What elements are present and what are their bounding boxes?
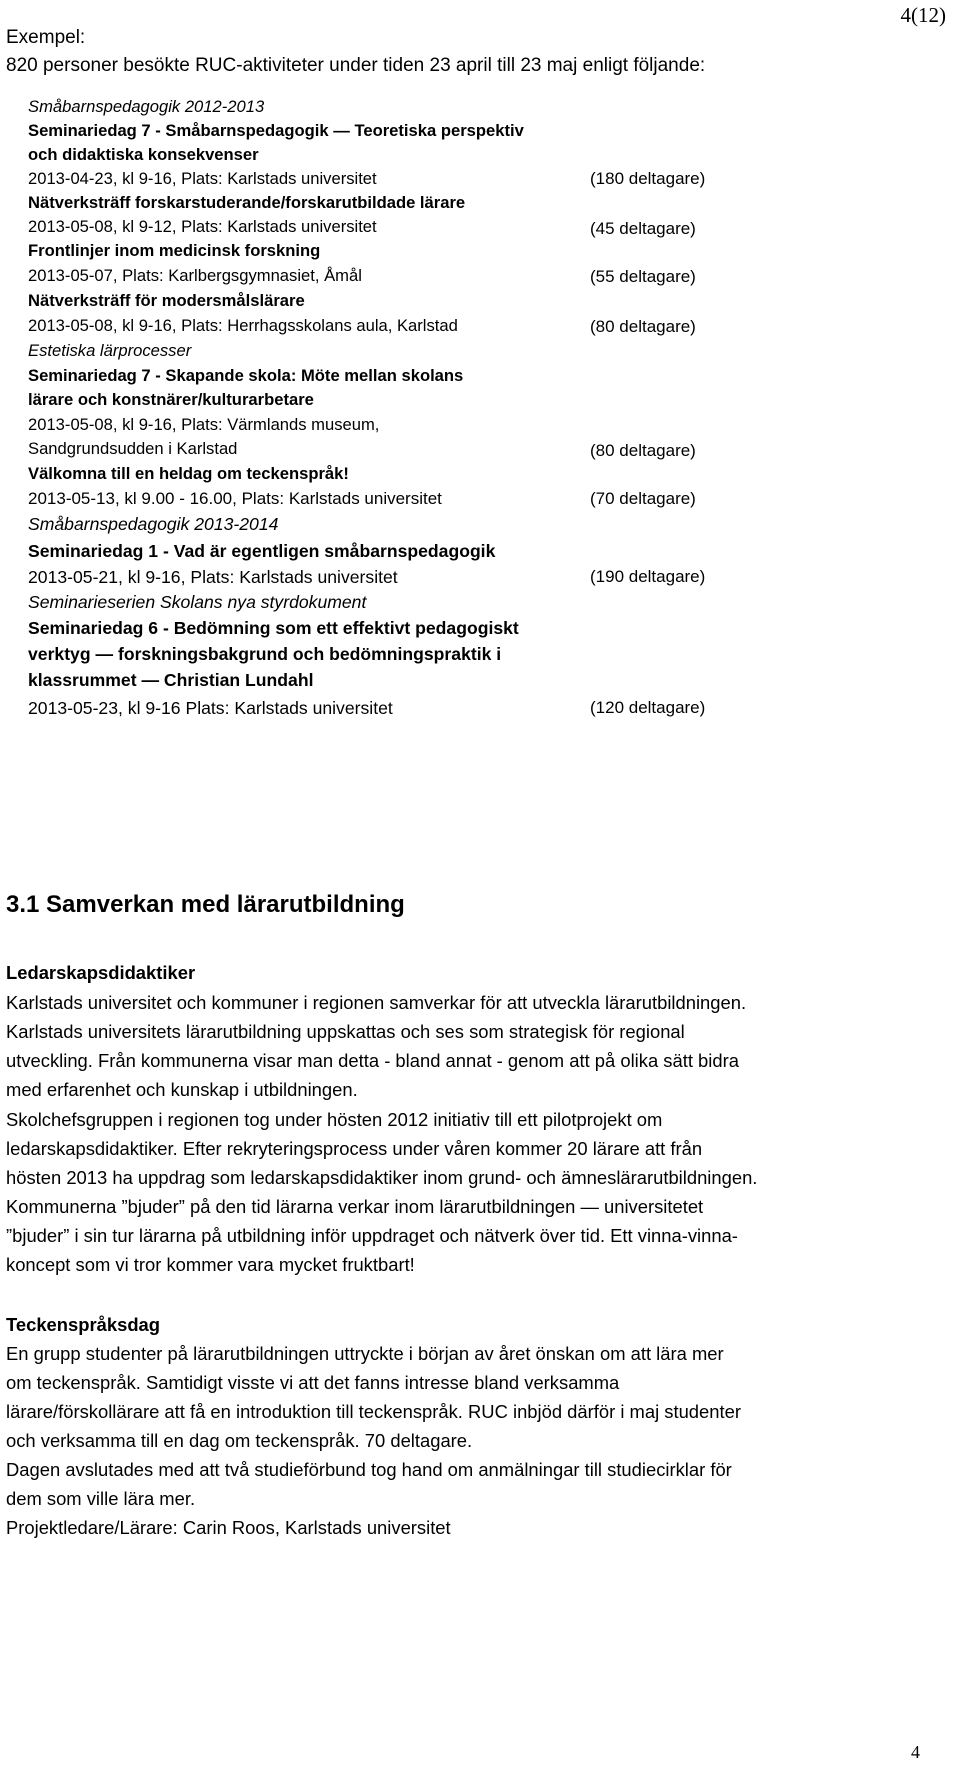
paragraph-line: ”bjuder” i sin tur lärarna på utbildning inför uppdraget och nätverk över tid. Ett vinna-vinna- [6, 1225, 738, 1246]
page-number: 4 [911, 1742, 920, 1762]
paragraph-line: utveckling. Från kommunerna visar man detta - bland annat - genom att på olika sätt bidra [6, 1050, 739, 1071]
paragraph-line: om teckenspråk. Samtidigt visste vi att det fanns intresse bland verksamma [6, 1372, 620, 1393]
paragraph-line: ledarskapsdidaktiker. Efter rekryteringsprocess under våren kommer 20 lärare att från [6, 1138, 703, 1159]
event-details: 2013-05-08, kl 9-16, Plats: Värmlands museum, [28, 415, 380, 434]
event-details-cont: Sandgrundsudden i Karlstad [28, 439, 238, 458]
event-details: 2013-04-23, kl 9-16, Plats: Karlstads universitet [28, 169, 377, 188]
event-title-cont: klassrummet — Christian Lundahl [28, 670, 314, 690]
event-title: Nätverksträff forskarstuderande/forskarutbildade lärare [28, 193, 466, 212]
event-title: Seminariedag 7 - Småbarnspedagogik — Teoretiska perspektiv [28, 121, 524, 140]
paragraph-line: med erfarenhet och kunskap i utbildningen. [6, 1079, 358, 1100]
paragraph-line: Karlstads universitet och kommuner i regionen samverkar för att utveckla lärarutbildningen. [6, 992, 747, 1013]
event-title: Seminariedag 1 - Vad är egentligen småbarnspedagogik [28, 541, 496, 561]
paragraph-line: och verksamma till en dag om teckenspråk. 70 deltagare. [6, 1430, 473, 1451]
event-title: Frontlinjer inom medicinsk forskning [28, 241, 321, 260]
paragraph-line: En grupp studenter på lärarutbildningen uttryckte i början av året önskan om att lära mer [6, 1343, 724, 1364]
paragraph-line: Karlstads universitets lärarutbildning uppskattas och ses som strategisk för regional [6, 1021, 685, 1042]
event-attendance: (55 deltagare) [590, 267, 696, 286]
page-indicator: 4(12) [900, 3, 946, 27]
event-attendance: (120 deltagare) [590, 698, 706, 717]
event-attendance: (180 deltagare) [590, 169, 706, 188]
event-details: 2013-05-08, kl 9-16, Plats: Herrhagsskolans aula, Karlstad [28, 316, 458, 335]
section-heading: 3.1 Samverkan med lärarutbildning [6, 891, 405, 918]
event-attendance: (45 deltagare) [590, 219, 696, 238]
paragraph-line: lärare/förskollärare att få en introduktion till teckenspråk. RUC inbjöd därför i maj studenter [6, 1401, 741, 1422]
event-title-cont: lärare och konstnärer/kulturarbetare [28, 390, 314, 409]
paragraph-line: hösten 2013 ha uppdrag som ledarskapsdidaktiker inom grund- och ämneslärarutbildningen. [6, 1167, 758, 1188]
paragraph-line: Projektledare/Lärare: Carin Roos, Karlstads universitet [6, 1517, 451, 1538]
event-title-cont: verktyg — forskningsbakgrund och bedömningspraktik i [28, 644, 502, 664]
event-title: Välkomna till en heldag om teckenspråk! [28, 464, 349, 483]
event-title: Seminariedag 7 - Skapande skola: Möte mellan skolans [28, 366, 464, 385]
event-details: 2013-05-07, Plats: Karlbergsgymnasiet, Åmål [28, 266, 362, 285]
subheading-teckensprakdag: Teckenspråksdag [6, 1314, 161, 1335]
event-details: 2013-05-08, kl 9-12, Plats: Karlstads universitet [28, 217, 377, 236]
event-series-title: Småbarnspedagogik 2013-2014 [28, 514, 279, 534]
event-title: Nätverksträff för modersmålslärare [28, 291, 305, 310]
paragraph-line: Dagen avslutades med att två studieförbund tog hand om anmälningar till studiecirklar för [6, 1459, 732, 1480]
intro-summary: 820 personer besökte RUC-aktiviteter under tiden 23 april till 23 maj enligt följande: [6, 55, 706, 76]
paragraph-line: dem som ville lära mer. [6, 1488, 196, 1509]
event-title-cont: och didaktiska konsekvenser [28, 145, 259, 164]
event-title: Seminariedag 6 - Bedömning som ett effektivt pedagogiskt [28, 618, 519, 638]
subheading-ledarskapsdidaktiker: Ledarskapsdidaktiker [6, 962, 196, 983]
event-details: 2013-05-23, kl 9-16 Plats: Karlstads universitet [28, 698, 393, 718]
paragraph-line: Kommunerna ”bjuder” på den tid lärarna verkar inom lärarutbildningen — universitetet [6, 1196, 704, 1217]
event-series-title: Seminarieserien Skolans nya styrdokument [28, 592, 367, 612]
event-series-title: Småbarnspedagogik 2012-2013 [28, 97, 265, 116]
event-attendance: (80 deltagare) [590, 317, 696, 336]
event-attendance: (80 deltagare) [590, 441, 696, 460]
event-attendance: (190 deltagare) [590, 567, 706, 586]
paragraph-line: Skolchefsgruppen i regionen tog under hösten 2012 initiativ till ett pilotprojekt om [6, 1109, 663, 1130]
event-attendance: (70 deltagare) [590, 489, 696, 508]
intro-label: Exempel: [6, 27, 86, 48]
event-series-title: Estetiska lärprocesser [28, 341, 192, 360]
event-details: 2013-05-13, kl 9.00 - 16.00, Plats: Karlstads universitet [28, 489, 442, 508]
event-details: 2013-05-21, kl 9-16, Plats: Karlstads universitet [28, 567, 398, 587]
paragraph-line: koncept som vi tror kommer vara mycket fruktbart! [6, 1254, 415, 1275]
